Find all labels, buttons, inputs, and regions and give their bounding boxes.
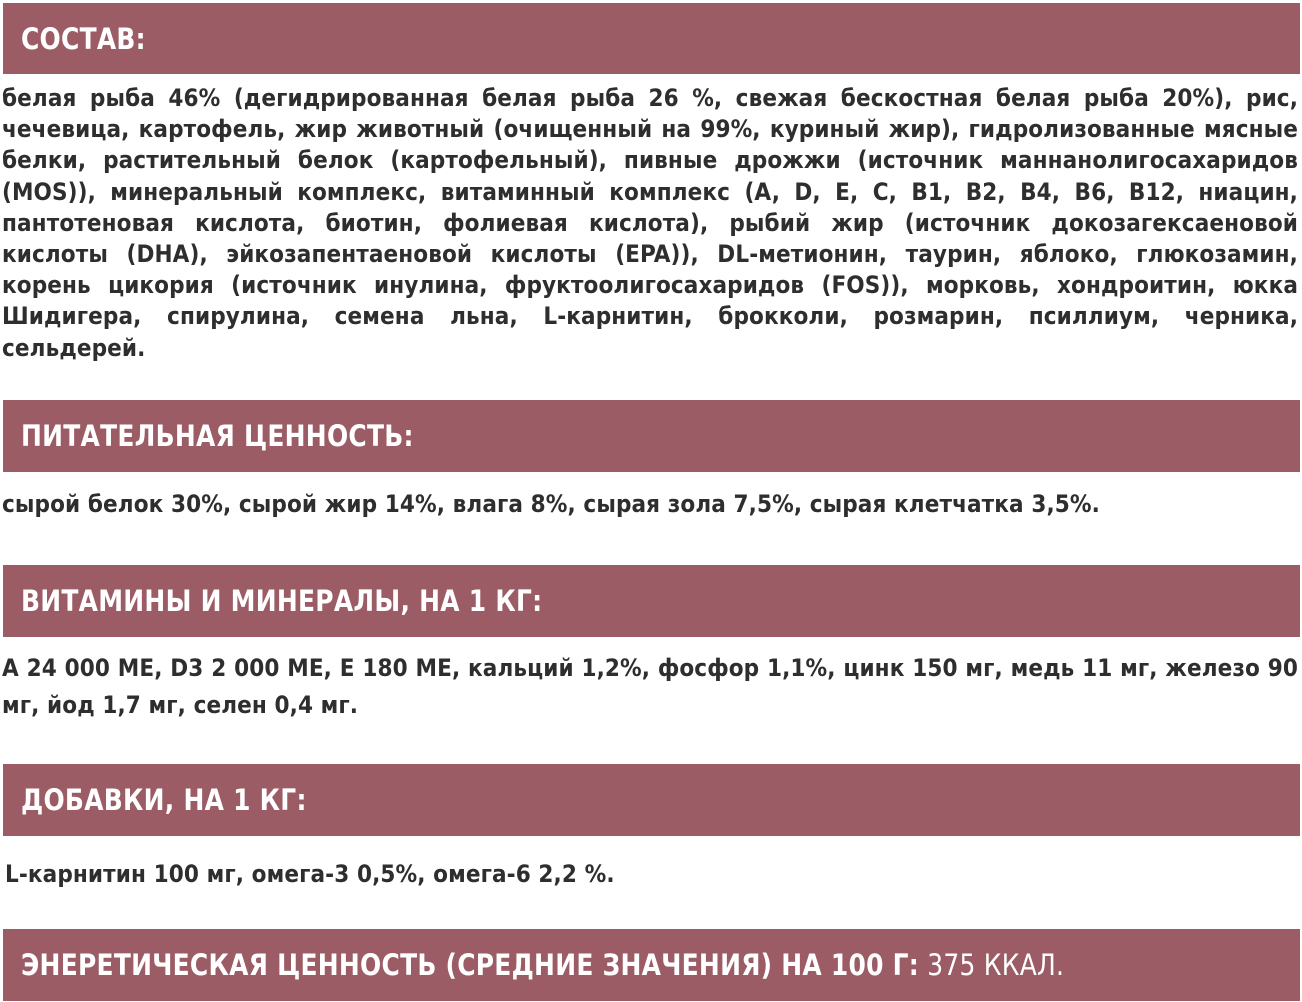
nutrition-heading: ПИТАТЕЛЬНАЯ ЦЕННОСТЬ:	[21, 419, 414, 453]
energy-heading-bar	[3, 929, 1300, 1001]
energy-value: 375 ККАЛ.	[919, 948, 1065, 982]
nutrition-heading-bar	[3, 400, 1300, 472]
additives-heading-bar	[3, 764, 1300, 836]
composition-heading: СОСТАВ:	[21, 21, 146, 56]
vitamins-text: А 24 000 МЕ, D3 2 000 МЕ, Е 180 МЕ, кальций 1,2%, фосфор 1,1%, цинк 150 мг, медь 11 мг, железо 90 мг, йод 1,7 мг, селен 0,4 мг.	[2, 654, 1298, 719]
vitamins-heading-bar	[3, 565, 1300, 637]
additives-heading: ДОБАВКИ, НА 1 КГ:	[21, 783, 307, 817]
additives-text: L-карнитин 100 мг, омега-3 0,5%, омега-6 2,2 %.	[5, 860, 615, 888]
nutrition-text: сырой белок 30%, сырой жир 14%, влага 8%, сырая зола 7,5%, сырая клетчатка 3,5%.	[2, 490, 1100, 518]
composition-text: белая рыба 46% (дегидрированная белая рыба 26 %, свежая бескостная белая рыба 20%), рис, чечевица, картофель, жир животный (очищенный на 99%, куриный жир), гидролизованные мясные белки, растительный белок (картофельный), пивные дрожжи (источник маннанолигосахаридов (MOS)), минеральный комплекс, витаминный комплекс (A, D, E, C, B1, B2, B4, B6, B12, ниацин, пантотеновая кислота, биотин, фолиевая кислота), рыбий жир (источник докозагексаеновой кислоты (DHA), эйкозапентаеновой кислоты (EPA)), DL-метионин, таурин, яблоко, глюкозамин, корень цикория (источник инулина, фруктоолигосахаридов (FOS)), морковь, хондроитин, юкка Шидигера, спирулина, семена льна, L-карнитин, брокколи, розмарин, псиллиум, черника, сельдерей.	[2, 84, 1298, 362]
composition-heading-bar	[3, 3, 1300, 74]
vitamins-heading: ВИТАМИНЫ И МИНЕРАЛЫ, НА 1 КГ:	[21, 584, 543, 618]
energy-heading-line	[21, 948, 1064, 982]
energy-heading: ЭНЕРЕТИЧЕСКАЯ ЦЕННОСТЬ (СРЕДНИЕ ЗНАЧЕНИЯ) НА 100 Г:	[21, 948, 920, 982]
